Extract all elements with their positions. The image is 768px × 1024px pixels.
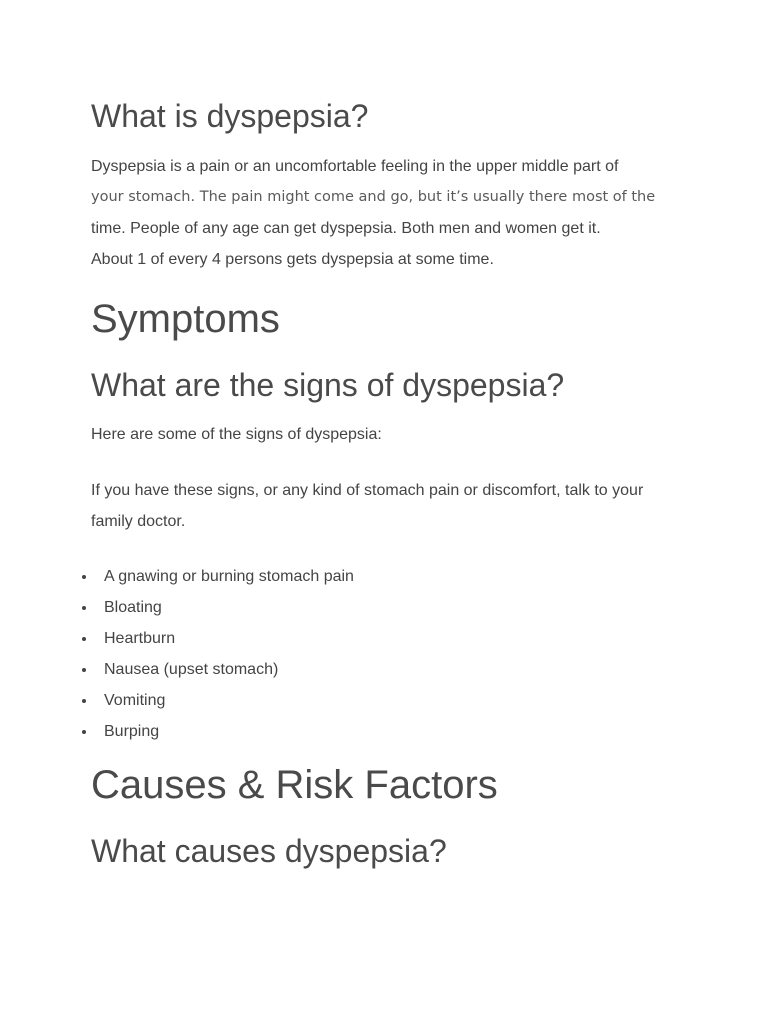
heading-what-is-dyspepsia: What is dyspepsia?: [91, 98, 369, 134]
section-title-symptoms: Symptoms: [91, 297, 280, 341]
bullet-icon: [82, 668, 86, 672]
list-item: Nausea (upset stomach): [91, 654, 354, 685]
signs-intro-text: Here are some of the signs of dyspepsia:: [91, 426, 382, 443]
bullet-icon: [82, 637, 86, 641]
list-item: Heartburn: [91, 623, 354, 654]
heading-what-causes-dyspepsia: What causes dyspepsia?: [91, 833, 447, 869]
bullet-icon: [82, 606, 86, 610]
intro-paragraph-line: About 1 of every 4 persons gets dyspepsia at some time.: [91, 251, 494, 268]
advice-paragraph-line: family doctor.: [91, 513, 186, 530]
list-item: A gnawing or burning stomach pain: [91, 561, 354, 592]
intro-paragraph-line: Dyspepsia is a pain or an uncomfortable feeling in the upper middle part of: [91, 158, 619, 175]
signs-list: [91, 561, 354, 747]
intro-paragraph: [91, 151, 691, 275]
list-item: Bloating: [91, 592, 354, 623]
advice-paragraph-line: If you have these signs, or any kind of stomach pain or discomfort, talk to your: [91, 482, 644, 499]
list-item: Vomiting: [91, 685, 354, 716]
advice-paragraph: [91, 475, 691, 537]
section-title-causes: Causes & Risk Factors: [91, 763, 498, 807]
bullet-icon: [82, 699, 86, 703]
bullet-icon: [82, 575, 86, 579]
intro-paragraph-line: time. People of any age can get dyspepsia. Both men and women get it.: [91, 220, 601, 237]
bullet-icon: [82, 730, 86, 734]
list-item: Burping: [91, 716, 354, 747]
heading-signs-of-dyspepsia: What are the signs of dyspepsia?: [91, 367, 565, 403]
intro-paragraph-line: your stomach. The pain might come and go, but it’s usually there most of the: [91, 189, 656, 205]
